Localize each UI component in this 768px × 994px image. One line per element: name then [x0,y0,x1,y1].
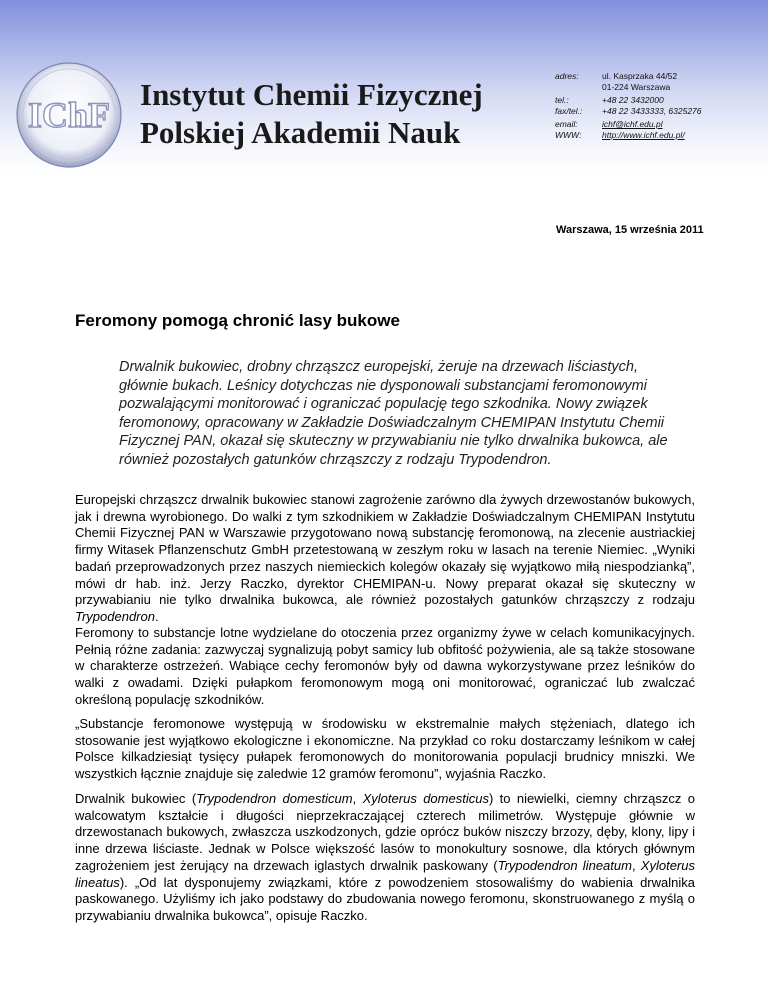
paragraph-4-b: , [352,791,363,806]
institute-title [140,76,483,152]
www-link[interactable]: http://www.ichf.edu.pl/ [602,129,685,140]
paragraph-4-italic-2: Xyloterus domesticus [362,791,489,806]
paragraph-4-c: ) to niewielki, ciemny chrząszcz o walcowatym kształcie i długości nieprzekraczającej czterech milimetrów. Występuje głównie w drzewostanach bukowych, zwłaszcza uszkodzonych, gdzie oprócz buków niszczy brzozy, dęby, klony, lipy i inne drzewa liściaste. Jednak w Polsce większość lasów to monokultury sosnowe, dla których głównym zagrożeniem jest żerujący na drzewach iglastych drwalnik paskowany ( [75,791,696,873]
fax-label: fax/tel.: [555,105,583,116]
paragraph-4-italic-1: Trypodendron domesticum [196,791,353,806]
address-line1: ul. Kasprzaka 44/52 [602,71,678,81]
paragraph-1-italic: Trypodendron [75,608,155,624]
institute-title-line2: Polskiej Akademii Nauk [140,115,461,150]
paragraph-1-end: . [154,608,159,624]
paragraph-3: „Substancje feromonowe występują w środowisku w ekstremalnie małych stężeniach, dlatego ich stosowanie jest wyjątkowo ekologiczne i ekonomiczne. Na przykład co roku dostarczamy leśnikom w całej Polsce kilkadziesiąt tysięcy pułapek feromonowych do monitorowania populacji brudnicy mniszki. We wszystkich łącznie znajduje się zaledwie 12 gramów feromonu”, wyjaśnia Raczko. [75,716,695,782]
paragraph-4-italic-4: Xyloterus lineatus [75,857,695,890]
email-label: email: [555,119,578,129]
tel-value: +48 22 3432000 [602,95,664,105]
paragraph-1-text: Europejski chrząszcz drwalnik bukowiec stanowi zagrożenie zarówno dla żywych drzewostanów bukowych, jak i drewna wyrobionego. Do walki z tym szkodnikiem w Zakładzie Doświadczalnym CHEMIPAN Instytutu Chemii Fizycznej PAN w Warszawie przygotowano nową substancję feromonową, na zlecenie austriackiej firmy Witasek Pflanzenschutz GmbH przetestowaną w zeszłym roku w lasach na terenie Niemiec. „Wyniki badań przeprowadzonych przez naszych niemieckich kolegów okazały się wyjątkowo miłą niespodzianką”, mówi dr hab. inż. Jerzy Raczko, dyrektor CHEMIPAN-u. Nowy preparat okazał się skuteczny w przywabianiu nie tylko drwalnika bukowca, ale również pozostałych gatunków chrząszczy z rodzaju [75,492,695,608]
article-lead: Drwalnik bukowiec, drobny chrząszcz europejski, żeruje na drzewach liściastych, głównie bukach. Leśnicy dotychczas nie dysponowali substancjami feromonowymi pozwalającymi monitorować i ograniczać populację tego szkodnika. Nowy związek feromonowy, opracowany w Zakładzie Doświadczalnym CHEMIPAN Instytutu Chemii Fizycznej PAN, okazał się skuteczny w przywabianiu nie tylko drwalnika bukowca, ale również pozostałych gatunków chrząszczy z rodzaju Trypodendron. [119,359,668,468]
paragraph-4 [75,791,695,925]
paragraph-4-e: ). „Od lat dysponujemy związkami, które z powodzeniem stosowaliśmy do wabienia drwalnika paskowanego. Użyliśmy ich jako podstawy do zbudowania nowego feromonu, skonstruowanego z myślą o przywabianiu drwalnika bukowca”, opisuje Raczko. [75,874,695,923]
letter-date: Warszawa, 15 września 2011 [556,224,704,236]
paragraph-1 [75,492,695,626]
address-line2: 01-224 Warszawa [602,81,671,92]
institute-title-line1: Instytut Chemii Fizycznej [140,77,483,112]
www-label: WWW: [555,129,582,140]
paragraph-4-d: , [631,857,641,873]
logo-text: IChF [27,95,111,135]
article-headline: Feromony pomogą chronić lasy bukowe [75,311,400,330]
ichf-logo [15,61,123,169]
fax-value: +48 22 3433333, 6325276 [602,105,702,116]
paragraph-4-italic-3: Trypodendron lineatum [497,857,632,873]
paragraph-4-a: Drwalnik bukowiec ( [75,791,197,806]
tel-label: tel.: [555,95,569,105]
paragraph-2: Feromony to substancje lotne wydzielane do otoczenia przez organizmy żywe w celach komunikacyjnych. Pełnią różne zadania: zazwyczaj sygnalizują pobyt samicy lub obfitość pożywienia, ale są także stosowane w charakterze ostrzeżeń. Wabiące cechy feromonów były od dawna wykorzystywane przez leśników do walki z owadami. Dzięki pułapkom feromonowym mogą oni monitorować, ograniczać lub zwalczać określoną populację szkodników. [75,625,695,707]
contact-block [555,71,702,140]
address-label: adres: [555,71,579,81]
email-link[interactable]: ichf@ichf.edu.pl [602,119,663,129]
